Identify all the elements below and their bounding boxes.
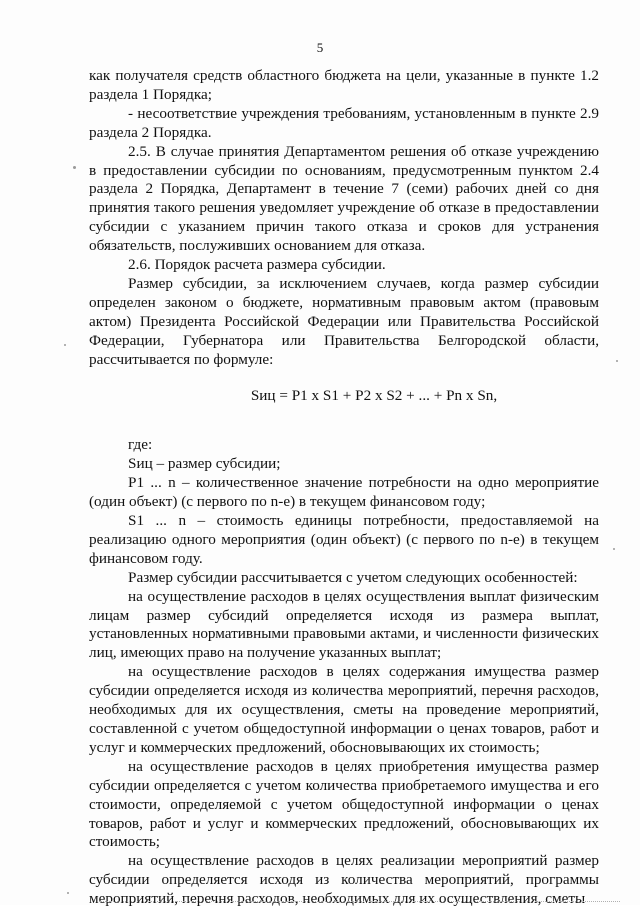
paragraph: Размер субсидии, за исключением случаев, когда размер субсидии определен законом о бюджете, нормативным правовым актом (правовым актом) Президента Российской Федерации или Правительства Российской Федерации, Губернатора или Правительства Белгородской области, рассчитывается по формуле: (89, 274, 599, 368)
page-number: 5 (316, 40, 324, 55)
feature-item: на осуществление расходов в целях содержания имущества размер субсидии определяется исходя из количества мероприятий, перечня расходов, необходимых для их осуществления, сметы на проведение мероприятий, составленной с учетом общедоступной информации о ценах товаров, работ и услуг и коммерческих предложений, обосновывающих их стоимость; (89, 663, 599, 756)
scan-dot (64, 344, 66, 346)
subsidy-formula: Sиц = P1 x S1 + P2 x S2 + ... + Pn x Sn, (250, 386, 498, 404)
features-intro: Размер субсидии рассчитывается с учетом следующих особенностей: (128, 568, 578, 586)
paragraph-2-6-heading: 2.6. Порядок расчета размера субсидии. (128, 256, 386, 274)
definition-item: Sиц – размер субсидии; (128, 455, 281, 473)
feature-item: на осуществление расходов в целях приобретения имущества размер субсидии определяется с учетом количества приобретаемого имущества и его стоимости, определяемой с учетом общедоступной информации о ценах товаров, работ и услуг и коммерческих предложений, обосновывающих их стоимость; (89, 757, 599, 851)
paragraph-2-5: 2.5. В случае принятия Департаментом решения об отказе учреждению в предоставлении субсидии по основаниям, предусмотренным пунктом 2.4 раздела 2 Порядка, Департамент в течение 7 (семи) рабочих дней со дня принятия такого решения уведомляет учреждение об отказе в предоставлении субсидии с указанием причин такого отказа и сроков для устранения обязательств, послуживших основанием для отказа. (89, 142, 599, 255)
scan-edge-line (100, 901, 620, 903)
scan-dot (616, 360, 618, 362)
feature-item: на осуществление расходов в целях осуществления выплат физическим лицам размер субсидий определяется исходя из размера выплат, установленных нормативными правовыми актами, и численности физических лиц, имеющих право на получение указанных выплат; (89, 587, 599, 662)
feature-item: на осуществление расходов в целях реализации мероприятий размер субсидии определяется исходя из количества мероприятий, программы мероприятий, перечня расходов, необходимых для их осуществления, сметы (89, 852, 599, 908)
paragraph: - несоответствие учреждения требованиям, установленным в пункте 2.9 раздела 2 Порядка. (89, 104, 599, 141)
scan-dot (613, 548, 615, 550)
document-body (89, 67, 599, 909)
paragraph: как получателя средств областного бюджета на цели, указанные в пункте 1.2 раздела 1 Порядка; (89, 67, 599, 103)
scan-dot (67, 892, 69, 894)
definition-item: S1 ... n – стоимость единицы потребности, предоставляемой на реализацию одного мероприятия (один объект) (с первого по n-е) в текущем финансовом году. (89, 512, 599, 567)
definition-item: P1 ... n – количественное значение потребности на одно мероприятие (один объект) (с первого по n-е) в текущем финансовом году; (89, 474, 599, 511)
definition-intro: где: (128, 436, 153, 454)
scan-dot (73, 166, 76, 169)
